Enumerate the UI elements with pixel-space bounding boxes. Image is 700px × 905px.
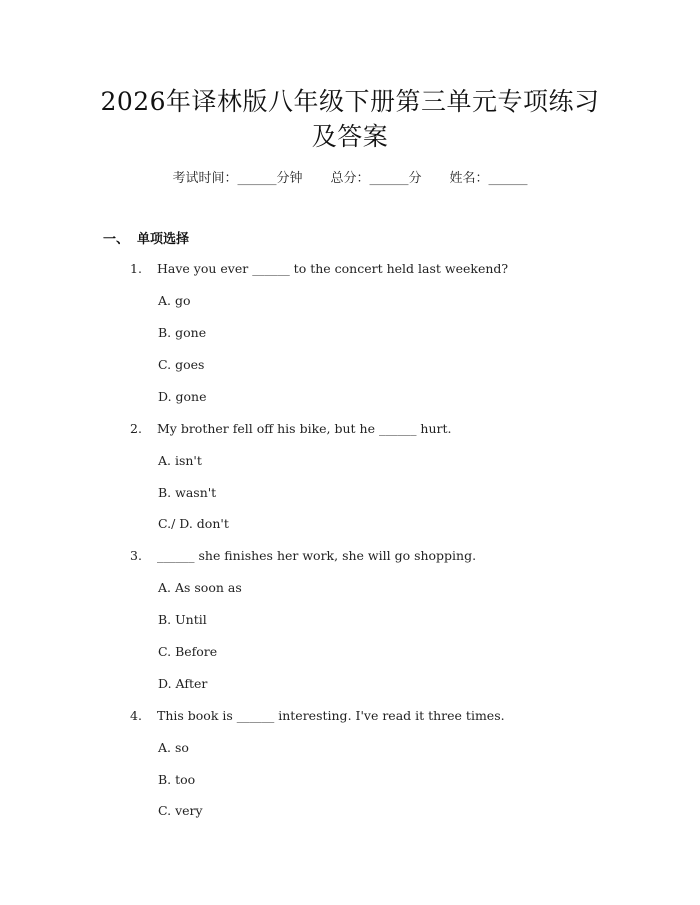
exam-time-field: 考试时间：______分钟 [172,171,303,186]
question-2-option-b: B. wasn't [158,485,217,500]
exam-meta [0,167,700,186]
section-heading [103,228,189,247]
question-text: Have you ever ______ to the concert held last weekend? [157,261,509,276]
question-number: 3. [130,548,142,563]
question-3-option-d: D. After [158,676,208,691]
section-title: 单项选择 [137,232,190,247]
question-number: 4. [130,708,142,723]
question-3 [130,548,476,563]
question-4 [130,708,505,723]
question-3-option-a: A. As soon as [158,580,242,595]
page-title: 2026年译林版八年级下册第三单元专项练习 [100,87,600,116]
question-2 [130,421,452,436]
question-4-option-c: C. very [158,803,203,818]
page-title-continued: 及答案 [311,122,389,151]
question-1-option-c: C. goes [158,357,205,372]
question-3-option-b: B. Until [158,612,207,627]
section-number: 一、 [103,232,130,247]
question-2-option-a: A. isn't [158,453,202,468]
name-field: 姓名：______ [449,171,528,186]
question-text: My brother fell off his bike, but he ______ hurt. [157,421,452,436]
question-text: ______ she finishes her work, she will go shopping. [157,548,477,563]
question-1 [130,261,508,276]
question-number: 1. [130,261,142,276]
question-number: 2. [130,421,142,436]
total-score-field: 总分：______分 [330,171,422,186]
question-1-option-a: A. go [158,293,191,308]
question-1-option-b: B. gone [158,325,207,340]
question-4-option-a: A. so [158,740,189,755]
question-1-option-d: D. gone [158,389,207,404]
question-4-option-b: B. too [158,772,196,787]
question-3-option-c: C. Before [158,644,218,659]
question-2-option-cd: C./ D. don't [158,516,229,531]
question-text: This book is ______ interesting. I've read it three times. [157,708,505,723]
